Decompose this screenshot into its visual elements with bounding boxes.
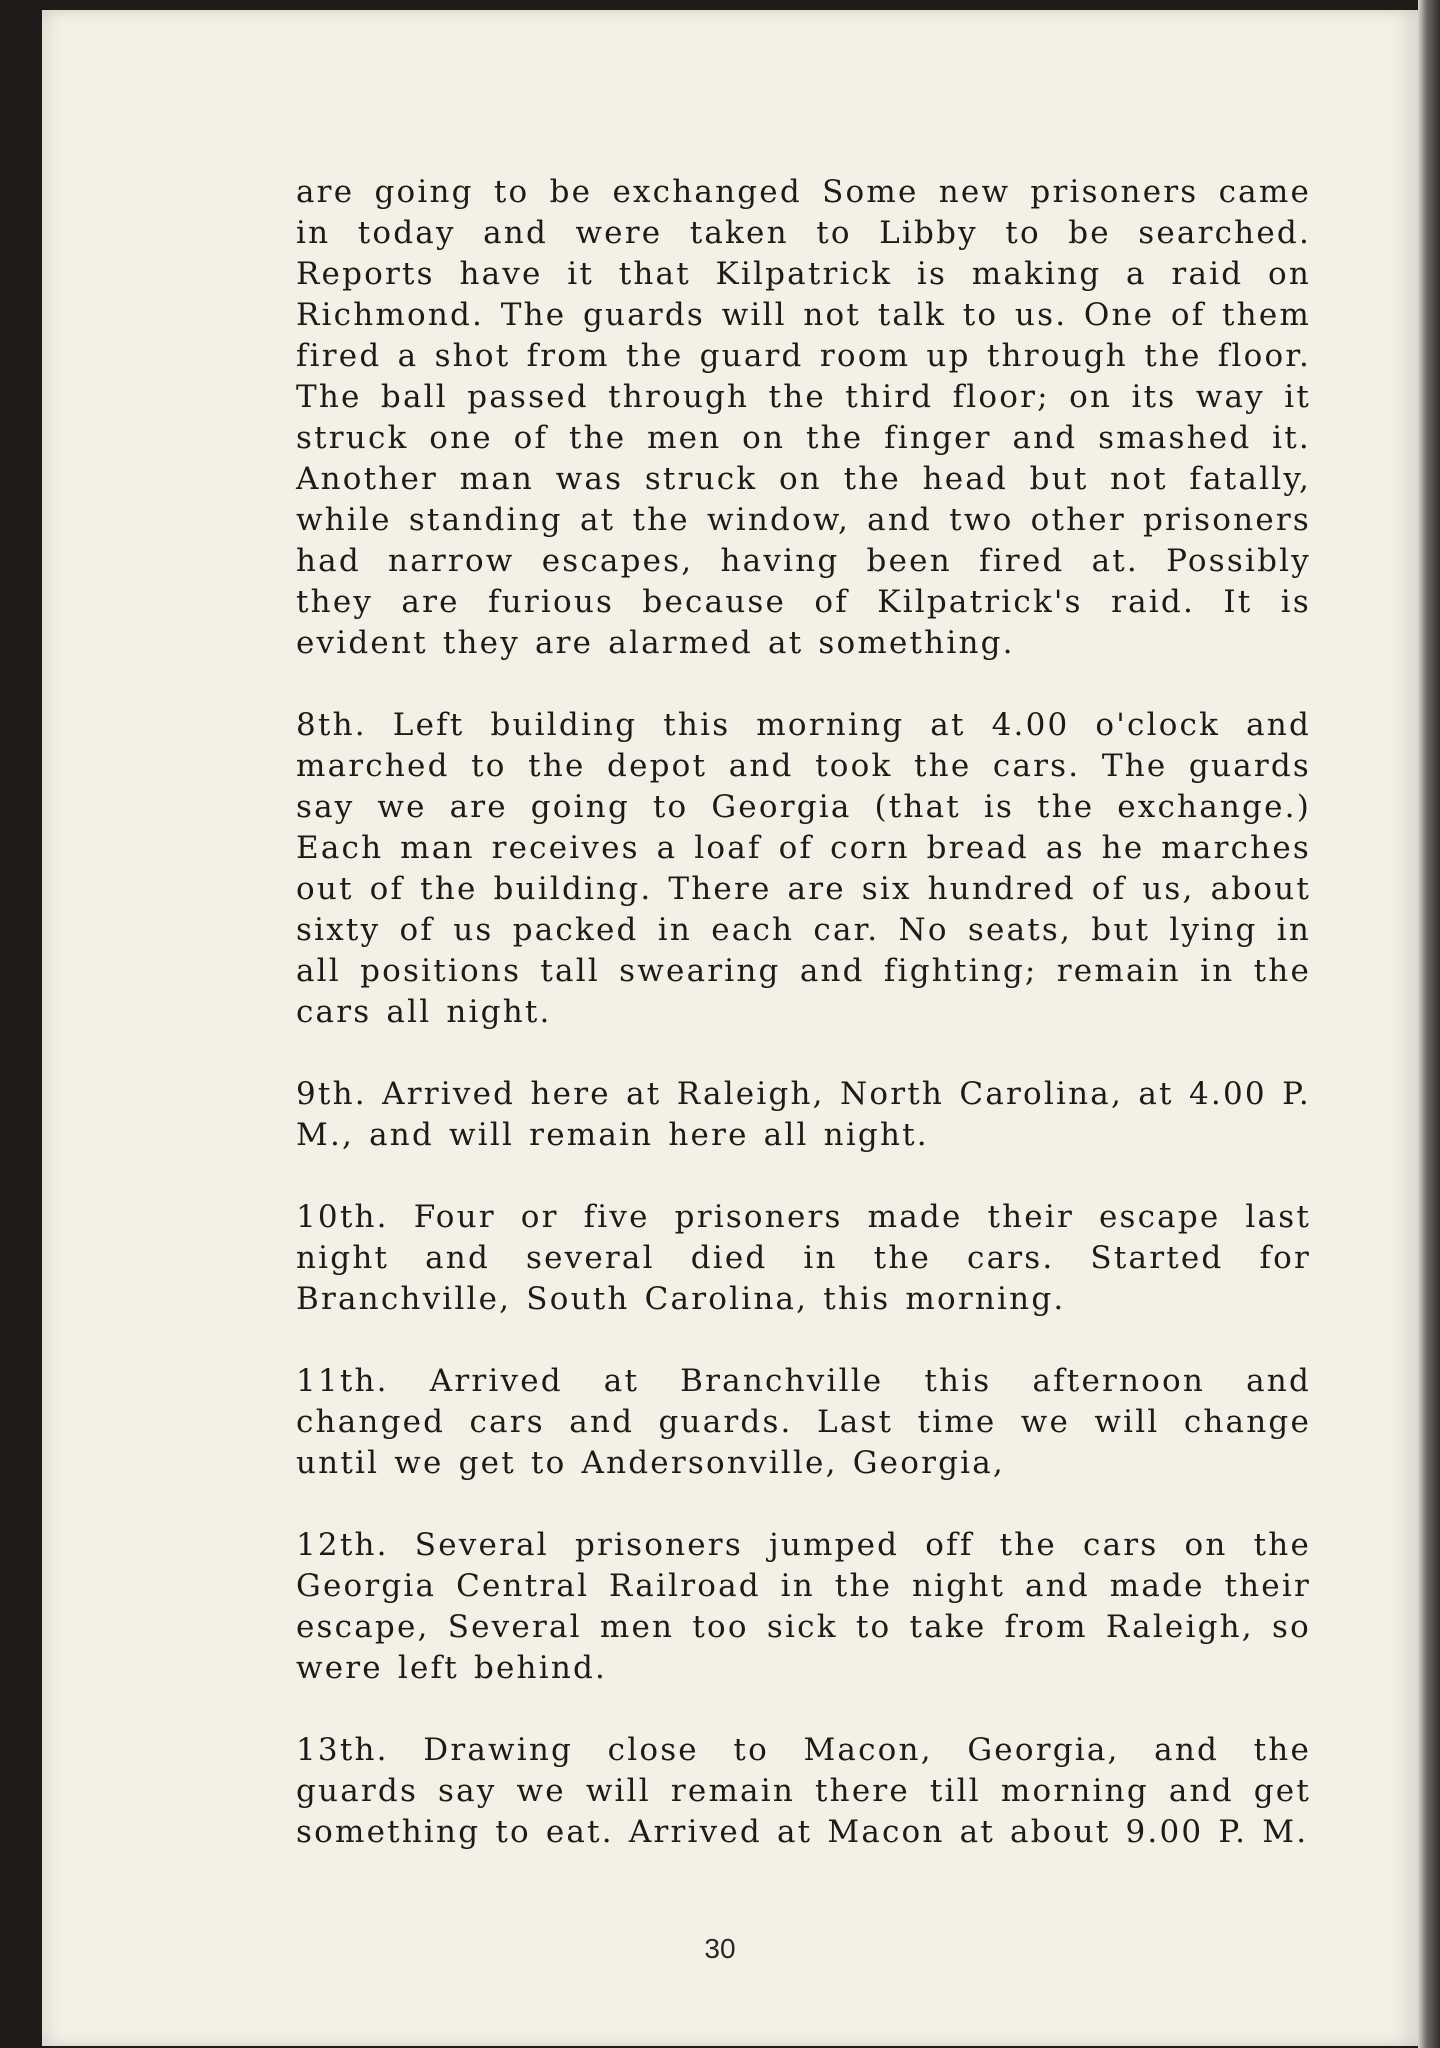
page-number: 30 [704,1933,736,1964]
paragraph-continuation: are going to be exchanged Some new prisoners came in today and were taken to Libby to be searched. Reports have it that Kilpatrick is making a raid on Richmond. The guards will not talk to us. One of them fired a shot from the guard room up through the floor. The ball passed through the third floor; on its way it struck one of the men on the finger and smashed it. Another man was struck on the head but not fatally, while standing at the window, and two other prisoners had narrow escapes, having been fired at. Possibly they are furious because of Kilpatrick's raid. It is evident they are alarmed at something. [296,174,1311,661]
body-text [296,172,1311,1894]
paragraph-12th: 12th. Several prisoners jumped off the cars on the Georgia Central Railroad in the night and made their escape, Several men too sick to take from Raleigh, so were left behind. [296,1527,1311,1686]
paragraph-9th: 9th. Arrived here at Raleigh, North Carolina, at 4.00 P. M., and will remain here all night. [296,1076,1311,1153]
paragraph-11th: 11th. Arrived at Branchville this afternoon and changed cars and guards. Last time we will change until we get to Andersonville, Georgia, [296,1363,1311,1481]
paragraph-8th: 8th. Left building this morning at 4.00 o'clock and marched to the depot and took the cars. The guards say we are going to Georgia (that is the exchange.) Each man receives a loaf of corn bread as he marches out of the building. There are six hundred of us, about sixty of us packed in each car. No seats, but lying in all positions tall swearing and fighting; remain in the cars all night. [296,707,1311,1030]
paragraph-10th: 10th. Four or five prisoners made their escape last night and several died in the cars. Started for Branchville, South Carolina, this morning. [296,1199,1311,1317]
page-edge-shadow [1418,0,1440,2048]
paragraph-13th: 13th. Drawing close to Macon, Georgia, and the guards say we will remain there till morning and get something to eat. Arrived at Macon at about 9.00 P. M. [296,1732,1311,1850]
